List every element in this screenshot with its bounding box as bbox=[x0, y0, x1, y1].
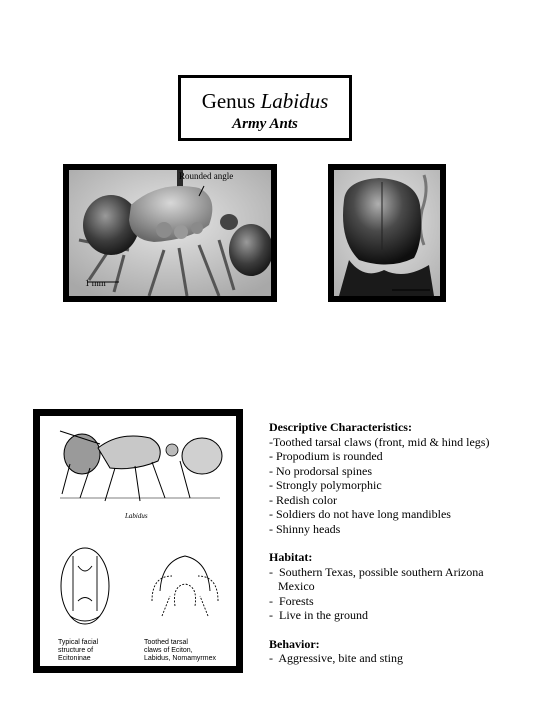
habitat-item: - Southern Texas, possible southern Arizona bbox=[269, 564, 484, 579]
habitat-item: - Live in the ground bbox=[269, 608, 368, 622]
subtitle: Army Ants bbox=[232, 116, 298, 132]
ant-side-photo bbox=[63, 164, 277, 302]
title-prefix: Genus bbox=[201, 89, 261, 113]
descriptive-item: - Soldiers do not have long mandibles bbox=[269, 507, 451, 521]
diagram-canvas bbox=[40, 416, 236, 666]
descriptive-item: - Propodium is rounded bbox=[269, 449, 383, 463]
behavior-item: - Aggressive, bite and sting bbox=[269, 651, 403, 665]
habitat-item: - Forests bbox=[269, 593, 314, 608]
ant-head-photo bbox=[328, 164, 446, 302]
habitat-item: Mexico bbox=[269, 579, 315, 593]
title-box bbox=[178, 75, 352, 141]
diagram-caption: Labidus bbox=[125, 512, 148, 520]
descriptive-item: - Strongly polymorphic bbox=[269, 478, 382, 492]
rounded-angle-label: Rounded angle bbox=[179, 171, 234, 181]
ant-head-image bbox=[334, 170, 440, 296]
descriptive-item: - No prodorsal spines bbox=[269, 463, 372, 478]
diagram-panel bbox=[33, 409, 243, 673]
scale-bar-label: 1 mm bbox=[85, 278, 106, 288]
info-column bbox=[269, 420, 531, 666]
descriptive-item: - Shinny heads bbox=[269, 521, 341, 536]
descriptive-item: -Toothed tarsal claws (front, mid & hind legs) bbox=[269, 434, 490, 449]
descriptive-heading: Descriptive Characteristics: bbox=[269, 420, 412, 434]
descriptive-item: - Redish color bbox=[269, 492, 337, 507]
genus-name: Labidus bbox=[260, 89, 329, 113]
habitat-heading: Habitat: bbox=[269, 550, 313, 564]
page-title bbox=[181, 89, 349, 113]
behavior-heading: Behavior: bbox=[269, 636, 320, 651]
ant-line-drawing bbox=[40, 416, 236, 666]
facial-structure-caption: Typical facial structure of Ecitoninae bbox=[58, 639, 99, 662]
tarsal-claws-caption: Toothed tarsal claws of Eciton, Labidus, Nomamyrmex bbox=[144, 639, 216, 662]
